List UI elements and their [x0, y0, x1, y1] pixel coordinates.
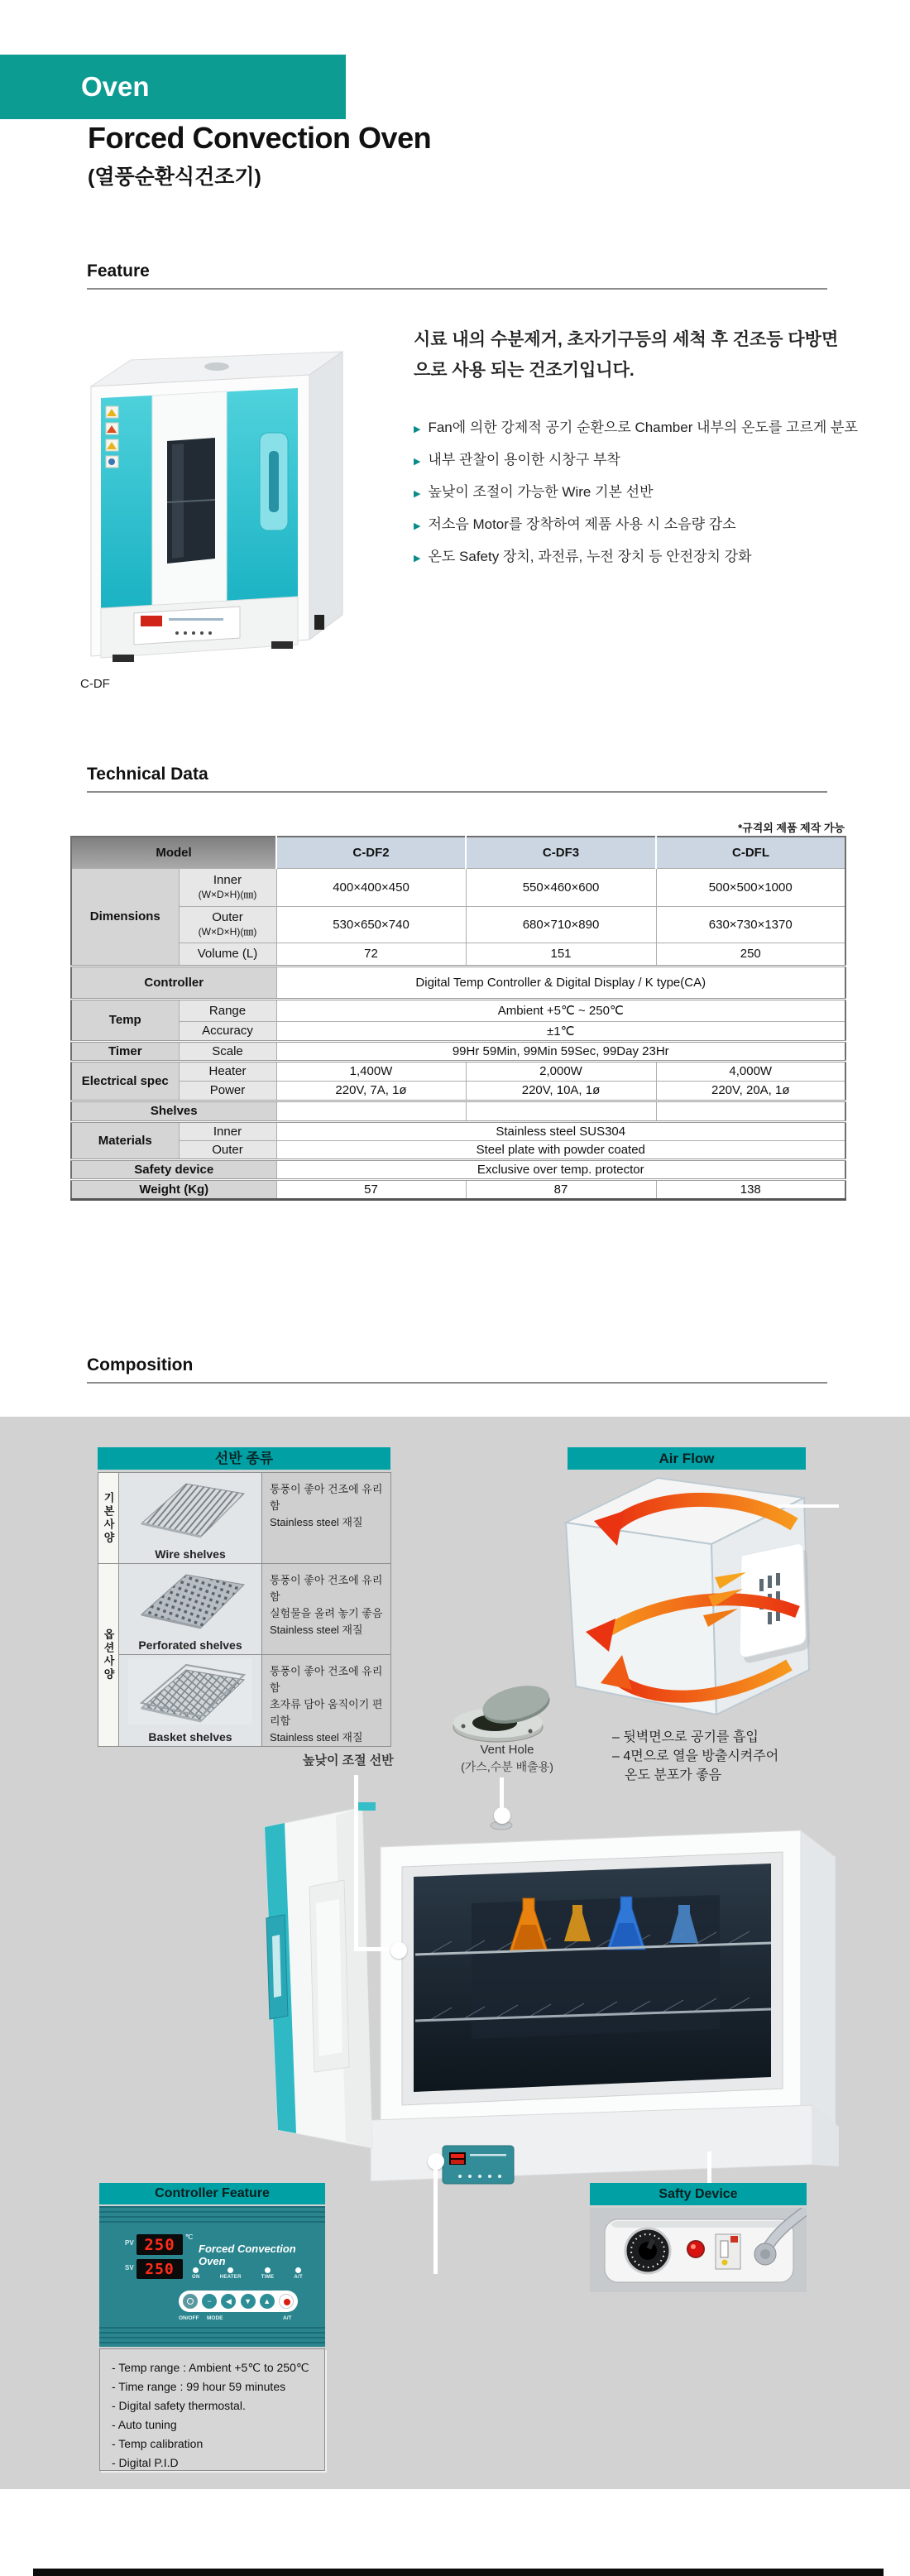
controller-panel-header: Controller Feature	[99, 2183, 325, 2204]
row-controller	[71, 966, 845, 999]
composition-heading: Composition	[87, 1355, 194, 1374]
bullet-triangle-icon: ▶	[414, 489, 421, 499]
heater-value-2: 4,000W	[656, 1061, 845, 1081]
pv-display: 250	[136, 2234, 183, 2255]
airflow-panel-header: Air Flow	[568, 1447, 806, 1470]
dimensions-label: Dimensions	[71, 868, 179, 966]
row-temp-range	[71, 999, 845, 1021]
row-heater	[71, 1061, 845, 1081]
controller-panel-image	[99, 2206, 325, 2347]
row-power	[71, 1081, 845, 1101]
row-volume	[71, 943, 845, 966]
temp-unit: ℃	[185, 2233, 193, 2241]
safety-label: Safety device	[71, 1159, 276, 1179]
feature-rule	[87, 288, 827, 290]
vent-hole-sublabel: (가스,수분 배출용)	[461, 1760, 553, 1773]
feature-intro-line2: 으로 사용 되는 건조기입니다.	[414, 361, 635, 380]
shelf-group-basic: 기본사양	[98, 1473, 119, 1564]
accuracy-value: ±1℃	[276, 1021, 845, 1041]
bullet-triangle-icon: ▶	[414, 425, 421, 434]
scale-value: 99Hr 59Min, 99Min 59Sec, 99Day 23Hr	[276, 1041, 845, 1061]
controller-connector-dot	[428, 2153, 444, 2170]
row-weight	[71, 1179, 845, 1199]
page-subtitle-korean: (열풍순환식건조기)	[88, 165, 261, 189]
row-mat-outer	[71, 1140, 845, 1159]
vent-hole-image	[447, 1680, 571, 1744]
perforated-shelf-icon	[128, 1566, 252, 1633]
shelves-value-0	[276, 1101, 466, 1121]
indicator-on: ON	[192, 2267, 200, 2280]
footer-bar	[33, 2569, 884, 2576]
outer-value-1: 680×710×890	[466, 906, 656, 943]
wire-shelf-icon	[128, 1475, 252, 1542]
technical-rule	[87, 791, 827, 793]
vent-hole-label: Vent Hole	[480, 1743, 534, 1757]
sv-display: 250	[136, 2259, 183, 2279]
heater-value-0: 1,400W	[276, 1061, 466, 1081]
shelves-label: Shelves	[71, 1101, 276, 1121]
pv-label: PV	[125, 2239, 134, 2247]
model-cdfl: C-DFL	[656, 837, 845, 868]
product-photo-oven	[51, 310, 366, 666]
safety-connector-line	[707, 2151, 711, 2183]
model-cdf3: C-DF3	[466, 837, 656, 868]
perforated-shelf-caption: Perforated shelves	[138, 1638, 242, 1652]
controller-feature-list	[99, 2348, 325, 2471]
shelf-group-option: 옵션사양	[98, 1564, 119, 1747]
airflow-notes: – 뒷벽면으로 공기를 흡입 – 4면으로 열을 방출시켜주어 온도 분포가 좋음	[612, 1730, 779, 1782]
bullet-triangle-icon: ▶	[414, 554, 421, 564]
table-header-row	[71, 837, 845, 868]
inner-value-2: 500×500×1000	[656, 868, 845, 906]
inner-label: Inner (W×D×H)(㎜)	[179, 868, 276, 906]
safety-device-image	[590, 2208, 807, 2292]
spec-table	[70, 836, 846, 1201]
controller-connector-line	[433, 2168, 438, 2274]
sv-label: SV	[125, 2264, 134, 2271]
inner-value-0: 400×400×450	[276, 868, 466, 906]
heater-value-1: 2,000W	[466, 1061, 656, 1081]
category-banner-label: Oven	[81, 71, 150, 102]
volume-value-2: 250	[656, 943, 845, 966]
feature-bullet-list	[414, 418, 877, 579]
controller-feature-item: - Temp calibration	[112, 2437, 204, 2450]
indicator-time: TIME	[261, 2267, 275, 2280]
controller-feature-item: - Auto tuning	[112, 2418, 177, 2431]
range-value: Ambient +5℃ ~ 250℃	[276, 999, 845, 1021]
table-note: *규격외 제품 제작 가능	[738, 822, 845, 834]
wire-shelf-caption: Wire shelves	[155, 1547, 226, 1561]
mat-outer-label: Outer	[179, 1140, 276, 1159]
up-button-icon: ▲	[260, 2294, 275, 2309]
indicator-lamp-icon	[265, 2267, 271, 2273]
inner-value-1: 550×460×600	[466, 868, 656, 906]
shelf-panel-header: 선반 종류	[98, 1447, 390, 1470]
controller-stripes-bottom	[99, 2327, 325, 2347]
feature-heading: Feature	[87, 261, 150, 281]
at-button-label: A/T	[283, 2315, 292, 2321]
power-value-1: 220V, 10A, 1ø	[466, 1081, 656, 1101]
basket-shelf-desc: 통풍이 좋아 건조에 유리함 초자류 담아 움직이기 편리함 Stainless steel 재질	[262, 1655, 391, 1747]
feature-bullet: ▶ 저소음 Motor를 장착하여 제품 사용 시 소음량 감소	[414, 515, 877, 536]
shelf-row-perforated	[98, 1564, 391, 1655]
model-cdf2: C-DF2	[276, 837, 466, 868]
feature-intro-line1: 시료 내의 수분제거, 초자기구등의 세척 후 건조등 다방면	[414, 330, 839, 349]
feature-bullet: ▶ 내부 관찰이 용이한 시창구 부착	[414, 450, 877, 472]
outer-value-0: 530×650×740	[276, 906, 466, 943]
mat-inner-label: Inner	[179, 1121, 276, 1140]
shelf-row-basket	[98, 1655, 391, 1747]
perforated-shelf-image	[119, 1564, 262, 1655]
row-timer	[71, 1041, 845, 1061]
controller-stripes-top	[99, 2206, 325, 2226]
feature-intro	[414, 324, 902, 386]
feature-bullet: ▶ 온도 Safety 장치, 과전류, 누전 장치 등 안전장치 강화	[414, 547, 877, 568]
power-label: Power	[179, 1081, 276, 1101]
perforated-shelf-desc: 통풍이 좋아 건조에 유리함 실험물을 올려 놓기 좋음 Stainless steel 재질	[262, 1564, 391, 1655]
power-switch-icon	[314, 615, 324, 630]
timer-label: Timer	[71, 1041, 179, 1061]
model-header-cell: Model	[71, 837, 276, 868]
outer-label: Outer (W×D×H)(㎜)	[179, 906, 276, 943]
shelf-connector-dot	[390, 1942, 407, 1959]
onoff-button-label: ON/OFF	[179, 2315, 199, 2321]
indicator-lamp-icon	[193, 2267, 199, 2273]
open-oven-image	[256, 1779, 844, 2201]
materials-label: Materials	[71, 1121, 179, 1159]
row-dim-outer	[71, 906, 845, 943]
weight-value-0: 57	[276, 1179, 466, 1199]
bullet-triangle-icon: ▶	[414, 521, 421, 531]
shelf-panel-table	[98, 1472, 391, 1747]
power-button-icon	[183, 2294, 198, 2309]
volume-value-1: 151	[466, 943, 656, 966]
airflow-diagram	[546, 1473, 877, 1729]
mode-button-icon: −	[202, 2294, 217, 2309]
weight-value-1: 87	[466, 1179, 656, 1199]
wire-shelf-desc: 통풍이 좋아 건조에 유리함 Stainless steel 재질	[262, 1473, 391, 1564]
row-temp-accuracy	[71, 1021, 845, 1041]
controller-label: Controller	[71, 966, 276, 999]
weight-label: Weight (Kg)	[71, 1179, 276, 1199]
range-label: Range	[179, 999, 276, 1021]
scale-label: Scale	[179, 1041, 276, 1061]
electrical-label: Electrical spec	[71, 1061, 179, 1101]
left-button-icon: ◀	[221, 2294, 236, 2309]
shelf-connector-line-v	[354, 1775, 358, 1950]
product-model-label: C-DF	[80, 677, 110, 691]
airflow-side-line	[778, 1504, 839, 1508]
top-vent-icon	[204, 362, 229, 371]
composition-rule	[87, 1382, 827, 1384]
row-safety	[71, 1159, 845, 1179]
basket-shelf-caption: Basket shelves	[148, 1729, 232, 1744]
indicator-at: A/T	[294, 2267, 303, 2280]
row-shelves	[71, 1101, 845, 1121]
controller-feature-item: - Time range : 99 hour 59 minutes	[112, 2380, 286, 2393]
feature-bullet: ▶ Fan에 의한 강제적 공기 순환으로 Chamber 내부의 온도를 고르게 분포	[414, 418, 877, 439]
row-mat-inner	[71, 1121, 845, 1140]
indicator-row	[192, 2267, 303, 2280]
shelves-value-2	[656, 1101, 845, 1121]
outer-value-2: 630×730×1370	[656, 906, 845, 943]
indicator-heater: HEATER	[220, 2267, 242, 2280]
shelves-value-1	[466, 1101, 656, 1121]
vent-connector-dot	[494, 1807, 510, 1824]
controller-value: Digital Temp Controller & Digital Display / K type(CA)	[276, 966, 845, 999]
bullet-triangle-icon: ▶	[414, 457, 421, 467]
vent-connector-line	[500, 1777, 504, 1809]
controller-feature-item: - Digital safety thermostal.	[112, 2399, 246, 2412]
feature-bullet: ▶ 높낮이 조절이 가능한 Wire 기본 선반	[414, 482, 877, 504]
volume-value-0: 72	[276, 943, 466, 966]
technical-heading: Technical Data	[87, 765, 208, 784]
volume-label: Volume (L)	[179, 943, 276, 966]
temp-display-icon	[141, 616, 162, 626]
controller-feature-item: - Temp range : Ambient +5℃ to 250℃	[112, 2361, 309, 2374]
indicator-lamp-icon	[228, 2267, 233, 2273]
at-button-icon	[279, 2294, 294, 2309]
pilot-lamp-icon	[687, 2241, 704, 2257]
power-value-2: 220V, 20A, 1ø	[656, 1081, 845, 1101]
safety-value: Exclusive over temp. protector	[276, 1159, 845, 1179]
wire-shelf-image	[119, 1473, 262, 1564]
accuracy-label: Accuracy	[179, 1021, 276, 1041]
mode-button-label: MODE	[207, 2315, 223, 2321]
page-title: Forced Convection Oven	[88, 121, 432, 155]
heater-label: Heater	[179, 1061, 276, 1081]
down-button-icon: ▼	[241, 2294, 256, 2309]
safety-panel-header: Safty Device	[590, 2183, 807, 2205]
mat-inner-value: Stainless steel SUS304	[276, 1121, 845, 1140]
shelf-connector-line-h	[354, 1947, 394, 1951]
basket-shelf-icon	[128, 1658, 252, 1725]
button-bar	[179, 2291, 298, 2312]
temp-label: Temp	[71, 999, 179, 1041]
mat-outer-value: Steel plate with powder coated	[276, 1140, 845, 1159]
power-value-0: 220V, 7A, 1ø	[276, 1081, 466, 1101]
indicator-lamp-icon	[295, 2267, 301, 2273]
row-dim-inner	[71, 868, 845, 906]
controller-feature-item: - Digital P.I.D	[112, 2456, 179, 2469]
basket-shelf-image	[119, 1655, 262, 1747]
weight-value-2: 138	[656, 1179, 845, 1199]
shelf-row-wire	[98, 1473, 391, 1564]
shelf-height-note: 높낮이 조절 선반	[303, 1753, 394, 1768]
category-banner	[0, 55, 346, 119]
controller-brand: Forced Convection Oven	[199, 2243, 296, 2267]
